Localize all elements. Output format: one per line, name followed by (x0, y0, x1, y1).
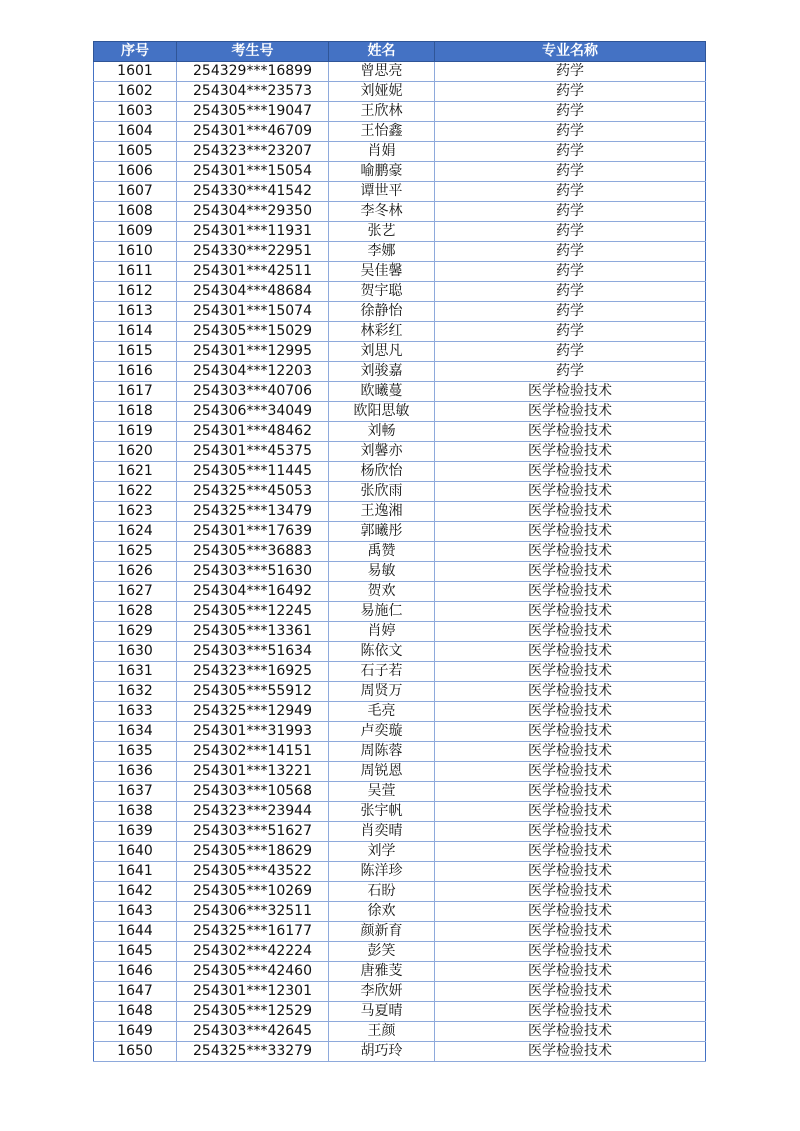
cell-major: 药学 (435, 142, 706, 162)
cell-exam-id: 254304***29350 (177, 202, 329, 222)
cell-seq: 1612 (94, 282, 177, 302)
cell-major: 医学检验技术 (435, 502, 706, 522)
cell-major: 医学检验技术 (435, 722, 706, 742)
table-row (94, 722, 706, 742)
cell-seq: 1632 (94, 682, 177, 702)
cell-name: 谭世平 (329, 182, 435, 202)
cell-exam-id: 254301***17639 (177, 522, 329, 542)
cell-seq: 1628 (94, 602, 177, 622)
cell-name: 张艺 (329, 222, 435, 242)
table-row (94, 1022, 706, 1042)
cell-seq: 1601 (94, 62, 177, 82)
cell-seq: 1613 (94, 302, 177, 322)
cell-seq: 1619 (94, 422, 177, 442)
cell-name: 陈依文 (329, 642, 435, 662)
cell-name: 王逸湘 (329, 502, 435, 522)
cell-major: 医学检验技术 (435, 542, 706, 562)
cell-seq: 1646 (94, 962, 177, 982)
cell-seq: 1634 (94, 722, 177, 742)
cell-major: 药学 (435, 202, 706, 222)
cell-seq: 1635 (94, 742, 177, 762)
cell-major: 医学检验技术 (435, 822, 706, 842)
cell-major: 药学 (435, 222, 706, 242)
table-row (94, 822, 706, 842)
table-row (94, 922, 706, 942)
cell-exam-id: 254325***45053 (177, 482, 329, 502)
cell-seq: 1636 (94, 762, 177, 782)
cell-seq: 1614 (94, 322, 177, 342)
cell-major: 药学 (435, 122, 706, 142)
cell-major: 医学检验技术 (435, 482, 706, 502)
cell-name: 周贤万 (329, 682, 435, 702)
cell-exam-id: 254305***18629 (177, 842, 329, 862)
table-row (94, 702, 706, 722)
table-row (94, 382, 706, 402)
cell-name: 曾思亮 (329, 62, 435, 82)
cell-major: 医学检验技术 (435, 582, 706, 602)
cell-exam-id: 254303***51634 (177, 642, 329, 662)
cell-name: 贺宇聪 (329, 282, 435, 302)
cell-exam-id: 254304***48684 (177, 282, 329, 302)
table-row (94, 542, 706, 562)
cell-seq: 1610 (94, 242, 177, 262)
cell-seq: 1603 (94, 102, 177, 122)
table-row (94, 902, 706, 922)
cell-name: 刘骏嘉 (329, 362, 435, 382)
column-header-exam-id: 考生号 (177, 42, 329, 62)
table-row (94, 762, 706, 782)
cell-exam-id: 254329***16899 (177, 62, 329, 82)
cell-seq: 1605 (94, 142, 177, 162)
cell-name: 王欣林 (329, 102, 435, 122)
admission-roster-table (93, 41, 706, 1062)
table-row (94, 802, 706, 822)
cell-major: 药学 (435, 182, 706, 202)
table-body (94, 62, 706, 1062)
table-row (94, 942, 706, 962)
cell-name: 喻鹏豪 (329, 162, 435, 182)
cell-major: 药学 (435, 62, 706, 82)
cell-seq: 1642 (94, 882, 177, 902)
cell-major: 医学检验技术 (435, 922, 706, 942)
cell-seq: 1640 (94, 842, 177, 862)
table-row (94, 162, 706, 182)
cell-major: 药学 (435, 282, 706, 302)
table-row (94, 442, 706, 462)
cell-exam-id: 254305***36883 (177, 542, 329, 562)
cell-name: 颜新育 (329, 922, 435, 942)
table-row (94, 962, 706, 982)
cell-exam-id: 254301***15074 (177, 302, 329, 322)
cell-seq: 1629 (94, 622, 177, 642)
table-row (94, 262, 706, 282)
cell-name: 易施仁 (329, 602, 435, 622)
cell-name: 徐欢 (329, 902, 435, 922)
cell-exam-id: 254325***16177 (177, 922, 329, 942)
cell-seq: 1608 (94, 202, 177, 222)
cell-seq: 1606 (94, 162, 177, 182)
cell-major: 医学检验技术 (435, 522, 706, 542)
cell-seq: 1615 (94, 342, 177, 362)
cell-seq: 1618 (94, 402, 177, 422)
cell-name: 王怡鑫 (329, 122, 435, 142)
column-header-major: 专业名称 (435, 42, 706, 62)
cell-seq: 1641 (94, 862, 177, 882)
cell-seq: 1604 (94, 122, 177, 142)
cell-name: 贺欢 (329, 582, 435, 602)
table-row (94, 742, 706, 762)
cell-name: 欧阳思敏 (329, 402, 435, 422)
cell-name: 周锐恩 (329, 762, 435, 782)
cell-name: 毛亮 (329, 702, 435, 722)
cell-exam-id: 254303***51627 (177, 822, 329, 842)
table-row (94, 662, 706, 682)
table-row (94, 342, 706, 362)
table-row (94, 602, 706, 622)
cell-exam-id: 254301***48462 (177, 422, 329, 442)
cell-major: 医学检验技术 (435, 962, 706, 982)
cell-seq: 1617 (94, 382, 177, 402)
cell-name: 林彩红 (329, 322, 435, 342)
cell-major: 医学检验技术 (435, 622, 706, 642)
cell-major: 医学检验技术 (435, 1002, 706, 1022)
cell-seq: 1631 (94, 662, 177, 682)
cell-major: 医学检验技术 (435, 902, 706, 922)
cell-seq: 1621 (94, 462, 177, 482)
cell-name: 刘馨亦 (329, 442, 435, 462)
cell-exam-id: 254303***40706 (177, 382, 329, 402)
table-row (94, 322, 706, 342)
cell-exam-id: 254323***23207 (177, 142, 329, 162)
cell-exam-id: 254301***46709 (177, 122, 329, 142)
table-row (94, 142, 706, 162)
cell-exam-id: 254304***12203 (177, 362, 329, 382)
cell-major: 医学检验技术 (435, 402, 706, 422)
cell-name: 杨欣怡 (329, 462, 435, 482)
table-row (94, 282, 706, 302)
table-row (94, 202, 706, 222)
cell-name: 李冬林 (329, 202, 435, 222)
cell-exam-id: 254323***23944 (177, 802, 329, 822)
cell-major: 医学检验技术 (435, 562, 706, 582)
cell-name: 易敏 (329, 562, 435, 582)
cell-name: 胡巧玲 (329, 1042, 435, 1062)
cell-seq: 1647 (94, 982, 177, 1002)
cell-major: 药学 (435, 262, 706, 282)
cell-exam-id: 254305***12529 (177, 1002, 329, 1022)
cell-name: 唐雅芰 (329, 962, 435, 982)
cell-major: 药学 (435, 322, 706, 342)
table-row (94, 62, 706, 82)
cell-exam-id: 254303***10568 (177, 782, 329, 802)
cell-seq: 1645 (94, 942, 177, 962)
cell-exam-id: 254306***34049 (177, 402, 329, 422)
cell-major: 医学检验技术 (435, 882, 706, 902)
cell-exam-id: 254330***22951 (177, 242, 329, 262)
cell-major: 药学 (435, 342, 706, 362)
cell-major: 药学 (435, 302, 706, 322)
table-row (94, 242, 706, 262)
cell-exam-id: 254323***16925 (177, 662, 329, 682)
cell-name: 郭曦彤 (329, 522, 435, 542)
cell-seq: 1622 (94, 482, 177, 502)
table-row (94, 402, 706, 422)
table-row (94, 682, 706, 702)
cell-name: 张宇帆 (329, 802, 435, 822)
cell-exam-id: 254305***15029 (177, 322, 329, 342)
cell-name: 卢奕璇 (329, 722, 435, 742)
table-row (94, 362, 706, 382)
cell-major: 医学检验技术 (435, 782, 706, 802)
cell-seq: 1638 (94, 802, 177, 822)
cell-exam-id: 254304***16492 (177, 582, 329, 602)
cell-seq: 1623 (94, 502, 177, 522)
cell-exam-id: 254305***10269 (177, 882, 329, 902)
cell-major: 医学检验技术 (435, 762, 706, 782)
table-row (94, 182, 706, 202)
cell-name: 禹赞 (329, 542, 435, 562)
cell-seq: 1649 (94, 1022, 177, 1042)
table-row (94, 502, 706, 522)
cell-name: 肖奕晴 (329, 822, 435, 842)
cell-seq: 1637 (94, 782, 177, 802)
cell-major: 医学检验技术 (435, 842, 706, 862)
cell-seq: 1620 (94, 442, 177, 462)
cell-seq: 1643 (94, 902, 177, 922)
cell-exam-id: 254325***12949 (177, 702, 329, 722)
table-row (94, 842, 706, 862)
cell-seq: 1630 (94, 642, 177, 662)
cell-seq: 1602 (94, 82, 177, 102)
cell-exam-id: 254301***31993 (177, 722, 329, 742)
cell-name: 周陈蓉 (329, 742, 435, 762)
cell-major: 药学 (435, 242, 706, 262)
cell-major: 医学检验技术 (435, 1022, 706, 1042)
cell-name: 陈洋珍 (329, 862, 435, 882)
table-row (94, 642, 706, 662)
cell-name: 石子若 (329, 662, 435, 682)
cell-exam-id: 254303***42645 (177, 1022, 329, 1042)
cell-seq: 1644 (94, 922, 177, 942)
cell-major: 医学检验技术 (435, 642, 706, 662)
table-row (94, 302, 706, 322)
cell-major: 药学 (435, 162, 706, 182)
cell-major: 医学检验技术 (435, 702, 706, 722)
cell-major: 医学检验技术 (435, 442, 706, 462)
cell-exam-id: 254306***32511 (177, 902, 329, 922)
cell-exam-id: 254303***51630 (177, 562, 329, 582)
cell-name: 李娜 (329, 242, 435, 262)
table-row (94, 782, 706, 802)
table-row (94, 482, 706, 502)
cell-name: 马夏晴 (329, 1002, 435, 1022)
cell-seq: 1639 (94, 822, 177, 842)
cell-major: 医学检验技术 (435, 742, 706, 762)
table-row (94, 882, 706, 902)
cell-name: 刘娅妮 (329, 82, 435, 102)
cell-seq: 1626 (94, 562, 177, 582)
cell-name: 李欣妍 (329, 982, 435, 1002)
cell-name: 刘学 (329, 842, 435, 862)
cell-seq: 1616 (94, 362, 177, 382)
cell-major: 医学检验技术 (435, 942, 706, 962)
cell-name: 欧曦蔓 (329, 382, 435, 402)
cell-major: 药学 (435, 362, 706, 382)
cell-seq: 1611 (94, 262, 177, 282)
table-row (94, 862, 706, 882)
cell-seq: 1609 (94, 222, 177, 242)
cell-name: 石盼 (329, 882, 435, 902)
cell-name: 肖娟 (329, 142, 435, 162)
cell-major: 医学检验技术 (435, 682, 706, 702)
cell-exam-id: 254325***33279 (177, 1042, 329, 1062)
cell-major: 药学 (435, 82, 706, 102)
cell-name: 刘思凡 (329, 342, 435, 362)
cell-name: 彭笑 (329, 942, 435, 962)
cell-name: 王颜 (329, 1022, 435, 1042)
cell-exam-id: 254305***13361 (177, 622, 329, 642)
table-row (94, 622, 706, 642)
cell-exam-id: 254301***12995 (177, 342, 329, 362)
table-row (94, 102, 706, 122)
roster-sheet (93, 41, 705, 1062)
cell-seq: 1650 (94, 1042, 177, 1062)
table-row (94, 522, 706, 542)
cell-exam-id: 254305***19047 (177, 102, 329, 122)
cell-exam-id: 254305***42460 (177, 962, 329, 982)
cell-major: 医学检验技术 (435, 982, 706, 1002)
cell-major: 医学检验技术 (435, 662, 706, 682)
table-row (94, 122, 706, 142)
table-row (94, 582, 706, 602)
cell-name: 徐静怡 (329, 302, 435, 322)
cell-seq: 1627 (94, 582, 177, 602)
table-row (94, 222, 706, 242)
cell-major: 医学检验技术 (435, 602, 706, 622)
table-row (94, 422, 706, 442)
cell-name: 吴佳馨 (329, 262, 435, 282)
cell-exam-id: 254302***42224 (177, 942, 329, 962)
cell-name: 张欣雨 (329, 482, 435, 502)
cell-exam-id: 254330***41542 (177, 182, 329, 202)
column-header-name: 姓名 (329, 42, 435, 62)
cell-name: 吴萱 (329, 782, 435, 802)
cell-major: 医学检验技术 (435, 862, 706, 882)
cell-exam-id: 254301***42511 (177, 262, 329, 282)
cell-major: 医学检验技术 (435, 422, 706, 442)
cell-exam-id: 254301***11931 (177, 222, 329, 242)
table-row (94, 82, 706, 102)
cell-major: 药学 (435, 102, 706, 122)
cell-seq: 1633 (94, 702, 177, 722)
cell-exam-id: 254301***12301 (177, 982, 329, 1002)
cell-exam-id: 254305***12245 (177, 602, 329, 622)
cell-exam-id: 254325***13479 (177, 502, 329, 522)
cell-major: 医学检验技术 (435, 382, 706, 402)
cell-name: 刘畅 (329, 422, 435, 442)
cell-exam-id: 254305***55912 (177, 682, 329, 702)
cell-exam-id: 254301***45375 (177, 442, 329, 462)
cell-seq: 1607 (94, 182, 177, 202)
cell-name: 肖婷 (329, 622, 435, 642)
cell-exam-id: 254305***11445 (177, 462, 329, 482)
table-row (94, 1042, 706, 1062)
cell-major: 医学检验技术 (435, 802, 706, 822)
cell-exam-id: 254301***15054 (177, 162, 329, 182)
cell-major: 医学检验技术 (435, 1042, 706, 1062)
table-row (94, 1002, 706, 1022)
cell-seq: 1625 (94, 542, 177, 562)
cell-exam-id: 254305***43522 (177, 862, 329, 882)
table-row (94, 982, 706, 1002)
cell-exam-id: 254301***13221 (177, 762, 329, 782)
cell-seq: 1624 (94, 522, 177, 542)
column-header-seq: 序号 (94, 42, 177, 62)
cell-exam-id: 254304***23573 (177, 82, 329, 102)
table-header-row (94, 42, 706, 62)
table-row (94, 562, 706, 582)
cell-major: 医学检验技术 (435, 462, 706, 482)
table-row (94, 462, 706, 482)
cell-seq: 1648 (94, 1002, 177, 1022)
cell-exam-id: 254302***14151 (177, 742, 329, 762)
